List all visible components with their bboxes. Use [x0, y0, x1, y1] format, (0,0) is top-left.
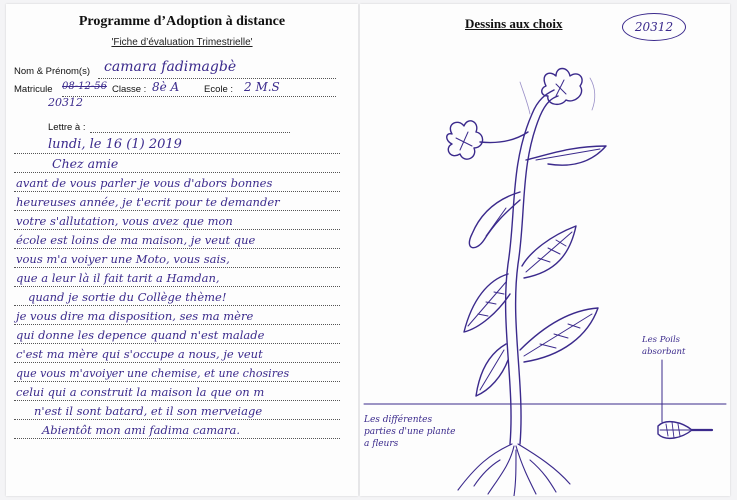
- name-dotted-line: [98, 78, 336, 79]
- letter-line: [14, 153, 340, 173]
- letter-line-text: que vous m'avoiyer une chemise, et une chosires: [16, 367, 290, 380]
- id-number-oval: 20312: [622, 13, 686, 41]
- stem-left-edge: [506, 90, 554, 444]
- name-label: Nom & Prénom(s): [14, 66, 91, 77]
- letter-line-text: Abientôt mon ami fadima camara.: [42, 423, 240, 437]
- matricule-dotted-line: [62, 96, 336, 97]
- letter-line: [14, 419, 340, 439]
- letter-line-text: Chez amie: [52, 156, 119, 171]
- matricule-crossed-value: 08-12-56: [62, 81, 107, 92]
- letter-line: [14, 248, 340, 268]
- letter-line: [14, 286, 340, 306]
- letter-line: [14, 191, 340, 211]
- left-page: [6, 4, 358, 496]
- letter-line: [14, 210, 340, 230]
- drawing-title: Dessins aux choix: [465, 16, 563, 31]
- name-value: camara fadimagbè: [104, 59, 237, 75]
- matricule-label: Matricule: [14, 84, 53, 95]
- letter-line-text: vous m'a voiyer une Moto, vous sais,: [16, 252, 230, 266]
- letter-line-text: je vous dire ma disposition, ses ma mère: [16, 309, 254, 323]
- roots: [458, 444, 570, 496]
- letter-line: [14, 400, 340, 420]
- left-flower-center: [456, 132, 472, 150]
- letter-line: [14, 172, 340, 192]
- letter-line: [14, 267, 340, 287]
- letter-line-text: école est loins de ma maison, je veut que: [16, 233, 256, 247]
- letter-line: [14, 229, 340, 249]
- letter-line-text: quand je sortie du Collège thème!: [28, 290, 227, 304]
- letter-line-text: votre s'allutation, vous avez que mon: [16, 214, 233, 228]
- small-left-leaf-vein: [486, 208, 506, 236]
- plant-caption: Les différentes parties d'une plante a fleurs: [364, 415, 456, 449]
- letter-line: [14, 343, 340, 363]
- program-title: Programme d’Adoption à distance: [78, 14, 286, 29]
- lettre-label: Lettre à :: [48, 122, 86, 133]
- ecole-value: 2 M.S: [244, 80, 280, 94]
- letter-line-text: n'est il sont batard, et il son merveiage: [34, 404, 263, 418]
- classe-label: Classe :: [112, 84, 147, 95]
- right-page: [360, 4, 730, 496]
- letter-line-text: qui donne les depence quand n'est malade: [16, 328, 265, 342]
- root-hairs-label: Les Poils absorbant: [642, 335, 686, 357]
- form-subtitle-text: 'Fiche d’évaluation Trimestrielle': [111, 37, 253, 48]
- letter-line: [14, 381, 340, 401]
- upper-right-leaf: [526, 146, 606, 165]
- root-hair-lines: [660, 422, 690, 438]
- top-flower-center: [556, 80, 566, 96]
- matricule-value: 20312: [48, 96, 83, 109]
- letter-line-text: lundi, le 16 (1) 2019: [48, 137, 182, 152]
- letter-line-text: c'est ma mère qui s'occupe a nous, je veut: [16, 347, 263, 361]
- letter-line-text: heureuses année, je t'ecrit pour te demander: [16, 195, 280, 209]
- letter-line-text: avant de vous parler je vous d'abors bonnes: [16, 176, 273, 190]
- letter-line: [14, 324, 340, 344]
- letter-line-text: que a leur là il fait tarit a Hamdan,: [16, 271, 220, 285]
- letter-line: [14, 305, 340, 325]
- form-subtitle: [6, 37, 358, 48]
- letter-line-text: celui qui a construit la maison la que on m: [16, 385, 265, 399]
- classe-value: 8è A: [152, 80, 180, 94]
- left-flower-stalk: [480, 132, 528, 143]
- lettre-dotted-line: [90, 132, 290, 133]
- letter-line: [14, 362, 340, 382]
- letter-line: [14, 134, 340, 154]
- top-flower: [542, 69, 582, 105]
- stem-right-edge: [516, 96, 558, 444]
- ecole-label: Ecole :: [204, 84, 234, 95]
